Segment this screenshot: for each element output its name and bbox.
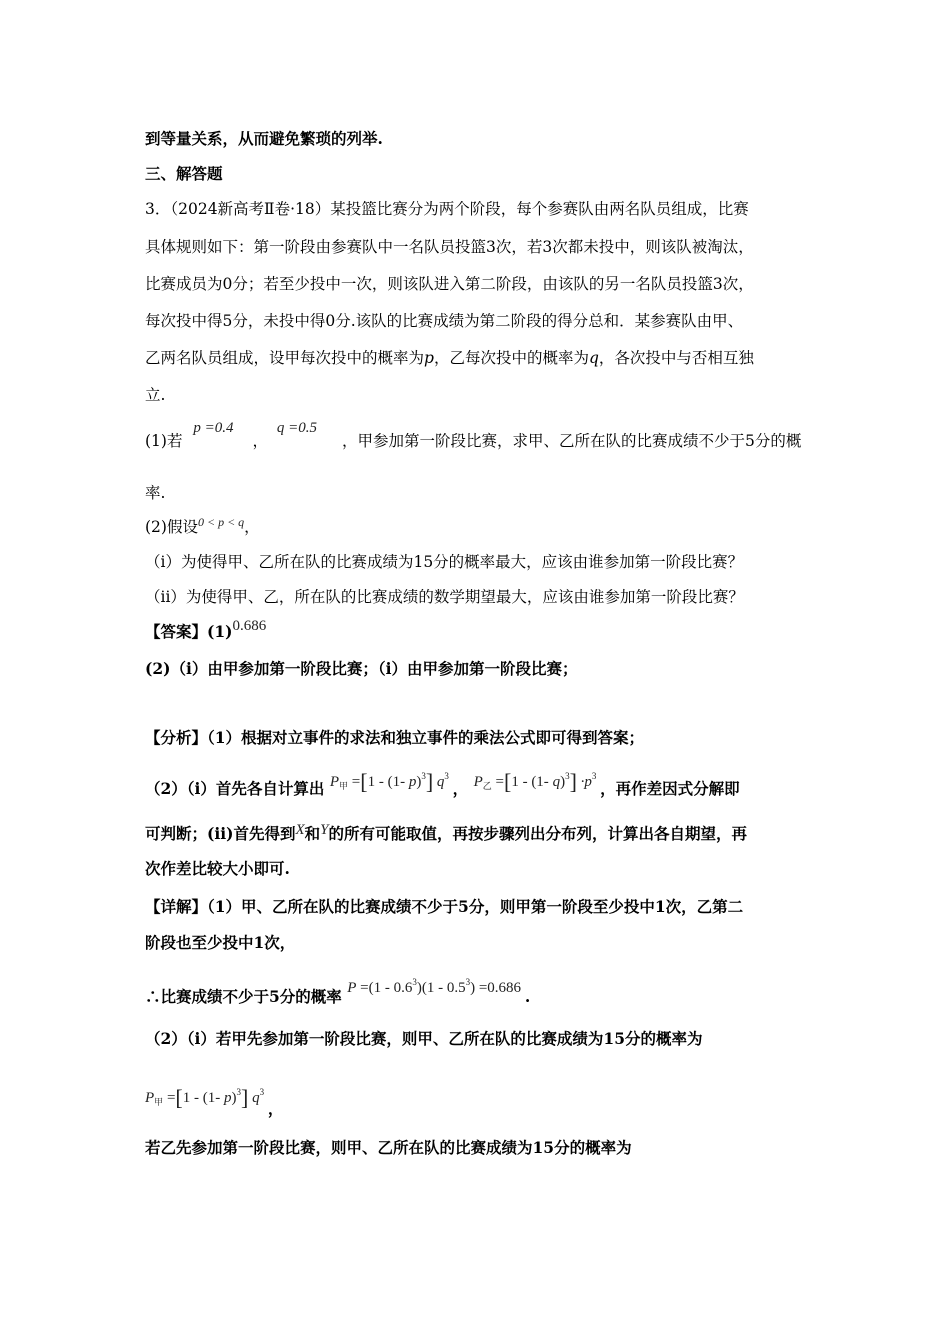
text: ， [252, 432, 268, 450]
math-text: 1 - [182, 1090, 199, 1106]
var-q: q [588, 349, 599, 367]
formula-p-jia [145, 1085, 268, 1110]
answer-label: 【答案】(1) [145, 622, 233, 641]
solution-line: 【详解】（1）甲、乙所在队的比赛成绩不少于5分，则甲第一阶段至少投中1次，乙第二 [145, 897, 744, 916]
part-2-ii: （ii）为使得甲、乙，所在队的比赛成绩的数学期望最大，应该由谁参加第一阶段比赛？ [145, 588, 744, 606]
math-text: ) [560, 774, 566, 790]
part-1-line: 率. [145, 484, 166, 502]
math-symbol: P [329, 774, 340, 790]
analysis-line: 次作差比较大小即可. [145, 859, 290, 878]
math-text: (1- [531, 774, 549, 790]
math-q-eq: q =0.5 [276, 420, 318, 436]
formula-p-jia [329, 769, 453, 794]
solution-line: 阶段也至少投中1次， [145, 933, 296, 952]
text: ，各次投中与否相互独 [598, 349, 754, 367]
text: ，乙每次投中的概率为 [433, 349, 589, 367]
math-text: (1- [202, 1090, 221, 1106]
part-2-i: （i）为使得甲、乙所在队的比赛成绩为15分的概率最大，应该由谁参加第一阶段比赛？ [145, 553, 744, 571]
question-3-line [145, 348, 754, 368]
text: ， [267, 1099, 284, 1118]
math-subscript: 甲 [339, 781, 349, 791]
math-bracket: ] [425, 769, 434, 794]
math-exponent: 3 [465, 977, 471, 987]
math-symbol: P [473, 774, 483, 790]
text: (2)假设 [145, 518, 198, 536]
math-exponent: 3 [236, 1087, 241, 1097]
math-symbol: P [145, 1090, 155, 1106]
math-symbol: q [552, 774, 561, 790]
solution-line [145, 1085, 284, 1120]
math-exponent: 3 [591, 771, 597, 781]
text: 的所有可能取值，再按步骤列出分布列，计算出各自期望，再 [328, 824, 747, 843]
answer-line: (2)（i）由甲参加第一阶段比赛；（i）由甲参加第一阶段比赛； [145, 659, 578, 678]
solution-line [145, 977, 531, 1008]
formula-p-yi [473, 769, 601, 794]
question-3-line: 3．（2024新高考Ⅱ卷·18）某投篮比赛分为两个阶段，每个参赛队由两名队员组成，比赛 [145, 200, 749, 218]
math-p-eq: p =0.4 [193, 420, 234, 436]
question-3-line: 每次投中得5分，未投中得0分.该队的比赛成绩为第二阶段的得分总和．某参赛队由甲、 [145, 312, 744, 330]
text: 乙两名队员组成，设甲每次投中的概率为 [145, 349, 425, 367]
answer-line [145, 618, 267, 643]
part-2-line [145, 517, 260, 538]
math-bracket: [ [175, 1085, 183, 1110]
text: ， [244, 518, 260, 536]
text-line: 到等量关系，从而避免繁琐的列举. [145, 129, 383, 148]
math-text: 1 - [511, 774, 528, 790]
text: 可判断；(ii)首先得到 [145, 824, 296, 843]
math-symbol: = [360, 980, 369, 996]
section-title: 三、解答题 [145, 164, 223, 183]
math-bracket: [ [503, 769, 512, 794]
math-symbol: = [166, 1090, 176, 1106]
text: ，甲参加第一阶段比赛，求甲、乙所在队的比赛成绩不少于5分的概 [341, 432, 802, 450]
part-1-line [145, 420, 802, 452]
math-symbol: = [351, 774, 361, 790]
math-exponent: 3 [412, 977, 417, 987]
math-exponent: 3 [259, 1087, 265, 1097]
math-text: (1- [387, 774, 406, 790]
solution-line: （2）（i）若甲先参加第一阶段比赛，则甲、乙所在队的比赛成绩为15分的概率为 [145, 1029, 703, 1048]
answer-value: 0.686 [232, 618, 267, 634]
formula-probability [347, 977, 525, 996]
text: ∴比赛成绩不少于5分的概率 [145, 987, 342, 1006]
analysis-line: 【分析】（1）根据对立事件的求法和独立事件的乘法公式即可得到答案； [145, 728, 645, 747]
math-exponent: 3 [421, 771, 426, 781]
math-bracket: ] [569, 769, 577, 794]
text: ，再作差因式分解即 [600, 779, 740, 798]
math-bracket: [ [360, 769, 368, 794]
question-3-line: 立. [145, 386, 166, 404]
var-p: p [424, 349, 434, 367]
math-symbol: = [495, 774, 504, 790]
solution-line: 若乙先参加第一阶段比赛，则甲、乙所在队的比赛成绩为15分的概率为 [145, 1138, 632, 1157]
text: . [524, 987, 531, 1006]
question-3-line: 比赛成员为0分；若至少投中一次，则该队进入第二阶段，由该队的另一名队员投篮3次， [145, 275, 754, 293]
math-subscript: 甲 [154, 1097, 164, 1107]
math-text: 1 - [367, 774, 384, 790]
math-symbol: p [408, 774, 417, 790]
var-y: Y [320, 822, 329, 838]
text: 和 [304, 824, 321, 843]
text: (1)若 [145, 432, 183, 450]
text: ， [452, 779, 469, 798]
question-3-line: 具体规则如下：第一阶段由参赛队中一名队员投篮3次，若3次都未投中，则该队被淘汰， [145, 238, 754, 256]
math-inequality: 0 < p < q [197, 515, 245, 529]
math-symbol: p [223, 1090, 232, 1106]
math-text: ) [416, 774, 422, 790]
math-symbol: ·p [580, 774, 592, 790]
math-symbol: q [436, 774, 445, 790]
math-exponent: 3 [565, 771, 570, 781]
math-text: )(1 - 0.5 [416, 980, 466, 996]
math-subscript: 乙 [482, 781, 492, 791]
math-text: (1 - 0.6 [368, 980, 413, 996]
text: （2）（i）首先各自计算出 [145, 779, 325, 798]
math-exponent: 3 [444, 771, 449, 781]
math-bracket: ] [240, 1085, 249, 1110]
var-x: X [295, 822, 305, 838]
analysis-line [145, 769, 740, 804]
math-text: ) =0.686 [470, 980, 522, 996]
math-symbol: P [347, 980, 357, 996]
analysis-line [145, 824, 747, 845]
math-symbol: q [252, 1090, 260, 1106]
math-text: ) [231, 1090, 237, 1106]
